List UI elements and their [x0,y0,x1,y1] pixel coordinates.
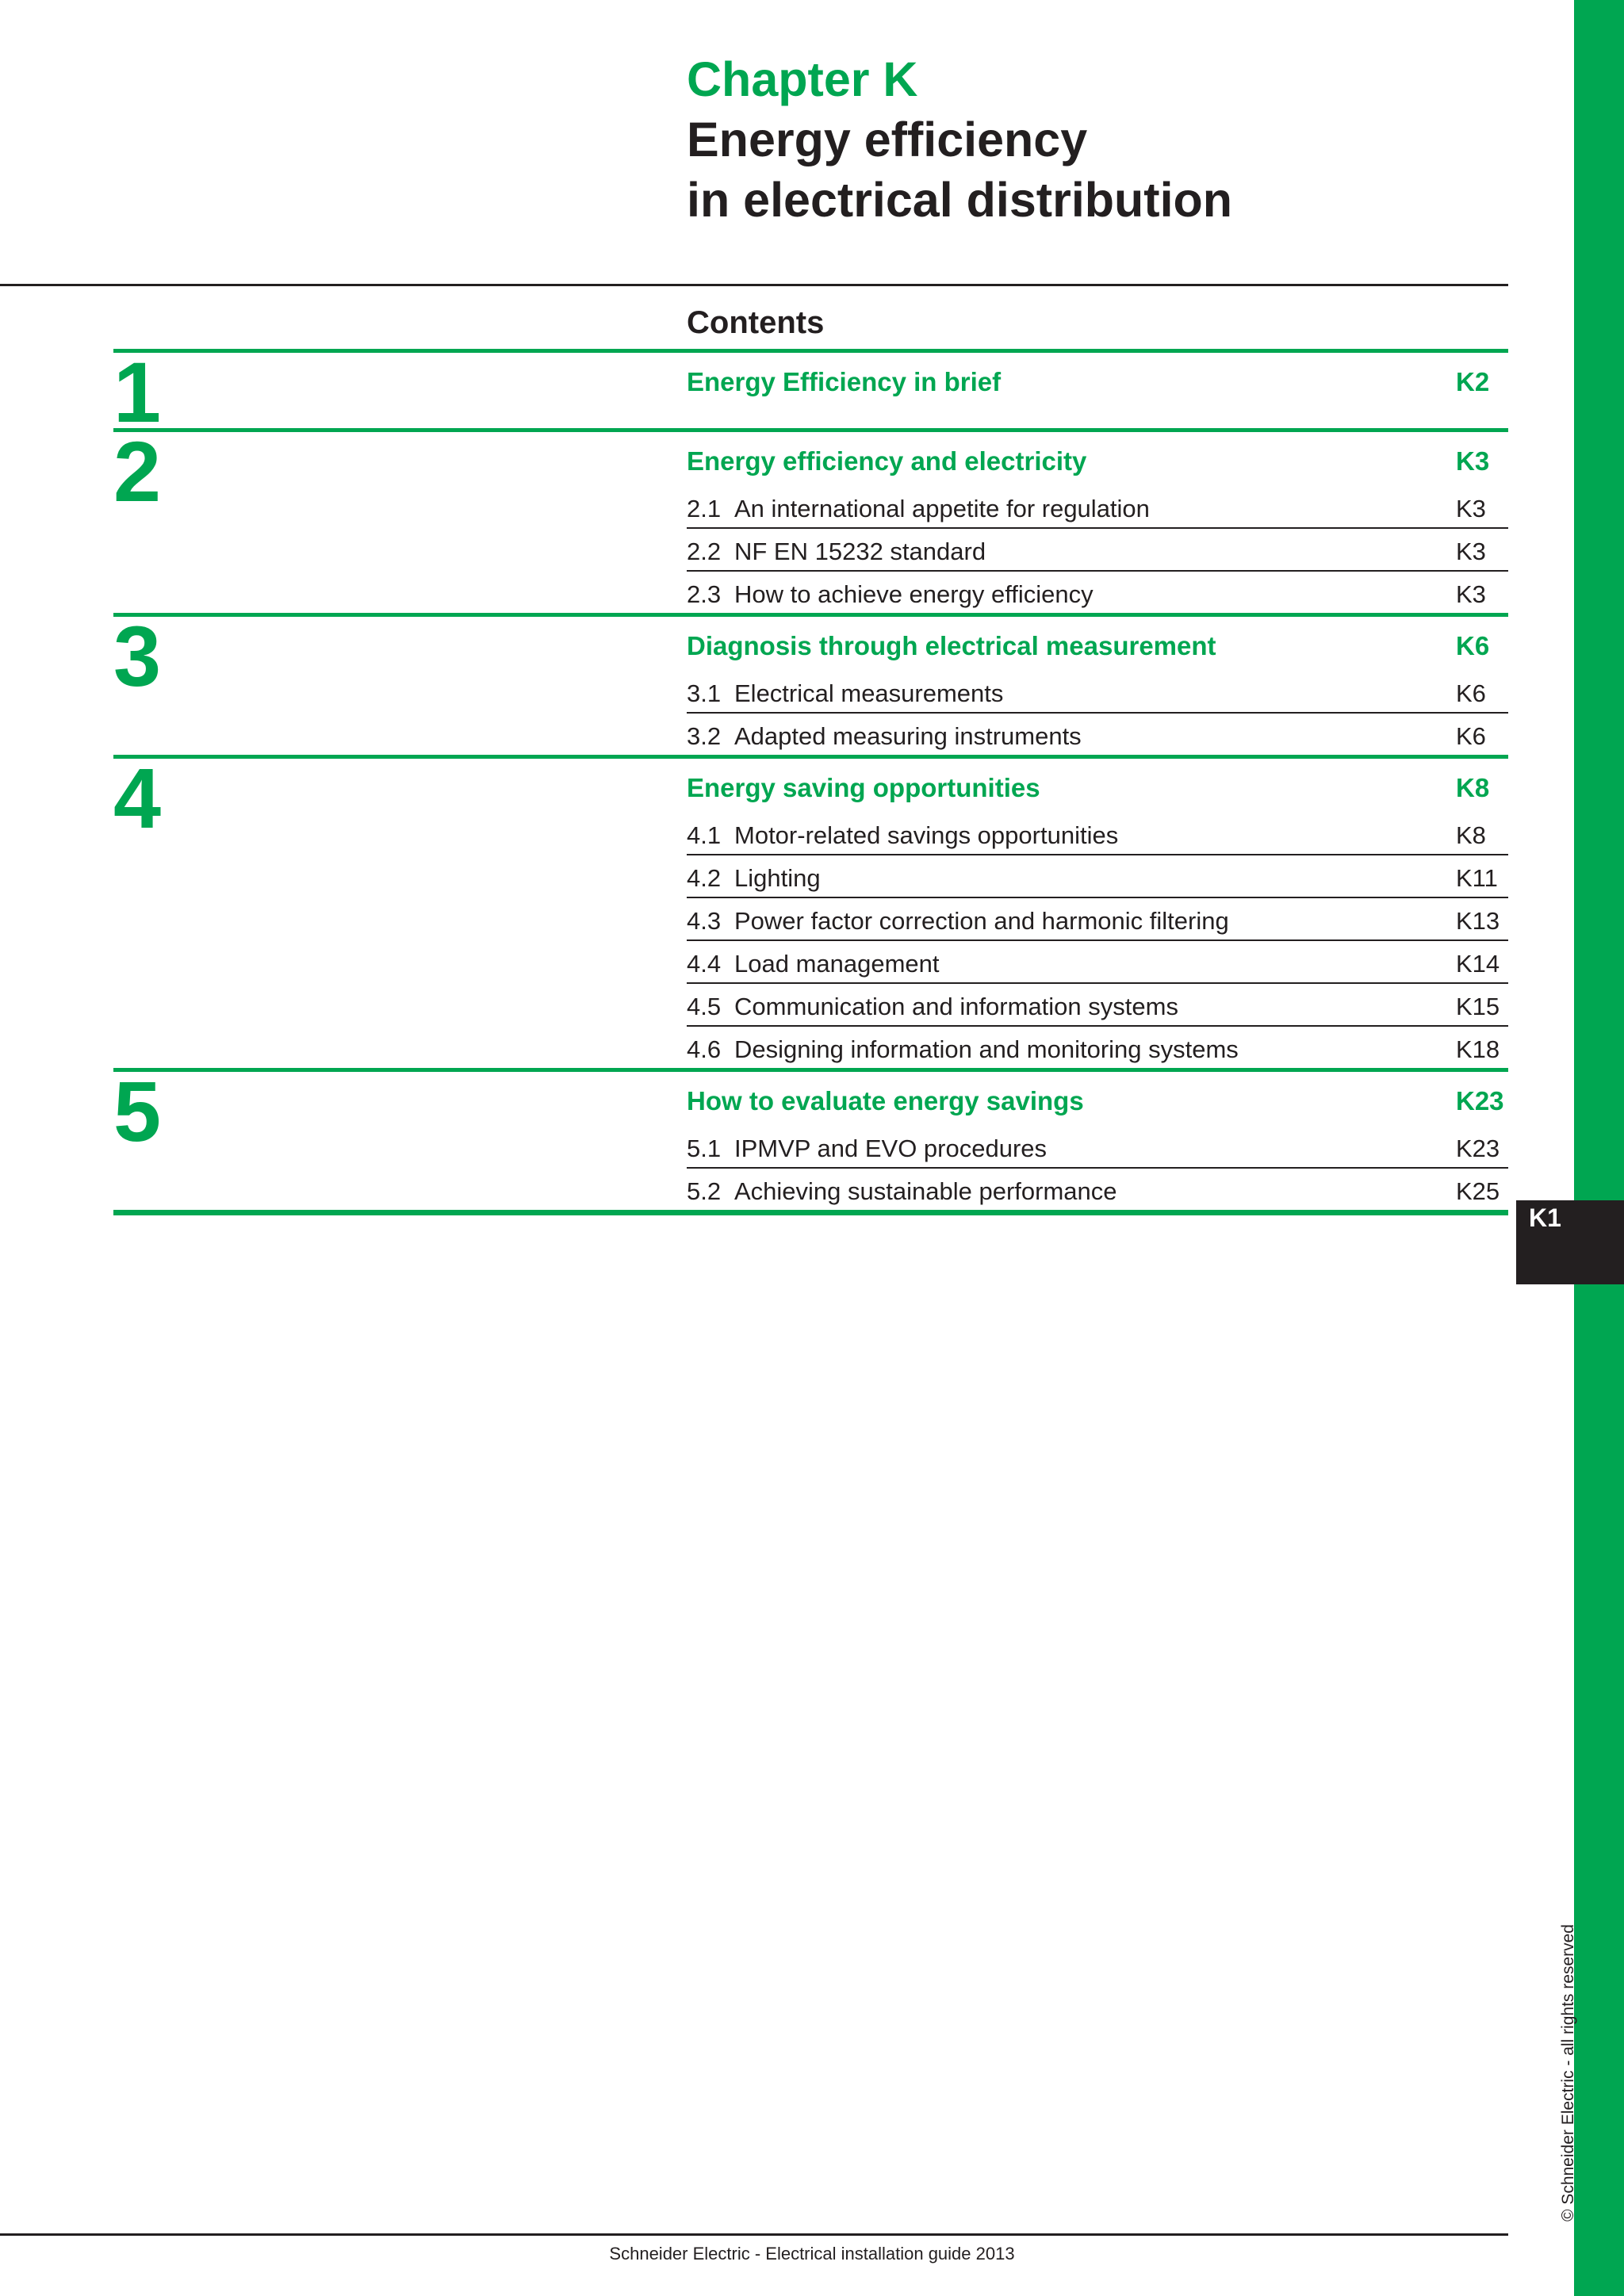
entry-page: K25 [1456,1177,1500,1205]
entry-page: K3 [1456,495,1486,522]
section-number: 2 [113,423,162,519]
chapter-title-line-2: in electrical distribution [687,173,1233,227]
section-title: Energy efficiency and electricity [687,446,1087,476]
toc-entry[interactable] [687,897,1508,939]
section-heading[interactable] [687,353,1508,428]
entry-number: 2.1 [687,495,722,522]
page-number-tab [1516,1200,1624,1284]
entry-title: Motor-related savings opportunities [734,821,1119,849]
entry-title: Adapted measuring instruments [734,722,1082,750]
entry-number: 3.2 [687,722,722,750]
side-accent-bar [1574,0,1624,2296]
entry-page: K11 [1456,864,1498,892]
entry-page: K6 [1456,722,1486,750]
entry-page: K18 [1456,1035,1500,1063]
entry-page: K13 [1456,907,1500,935]
toc-entry[interactable] [687,854,1508,897]
section-number: 5 [113,1063,162,1159]
toc-entry[interactable] [687,1025,1508,1068]
section-heading[interactable] [687,432,1508,486]
entry-page: K15 [1456,993,1500,1020]
section-page: K23 [1456,1086,1504,1115]
toc-section-1 [113,344,1508,440]
entry-title: Lighting [734,864,821,892]
section-number: 4 [113,750,162,846]
entry-number: 4.3 [687,907,722,935]
chapter-heading [687,49,1232,230]
section-title: Energy saving opportunities [687,773,1040,802]
toc-section-3 [113,608,1508,755]
contents-title: Contents [687,305,825,340]
entry-page: K3 [1456,538,1486,565]
toc-entry[interactable] [687,486,1508,527]
section-page: K3 [1456,446,1490,476]
entry-page: K6 [1456,679,1486,707]
chapter-label: Chapter K [687,52,918,106]
entry-title: Load management [734,950,940,978]
toc-section-5 [113,1063,1508,1215]
entry-page: K23 [1456,1135,1500,1162]
toc-entry[interactable] [687,1167,1508,1210]
entry-number: 2.3 [687,580,722,608]
toc-entry[interactable] [687,939,1508,982]
entry-number: 3.1 [687,679,722,707]
section-title: Energy Efficiency in brief [687,367,1002,396]
toc-entry[interactable] [687,813,1508,854]
section-number: 1 [113,344,162,440]
entry-title: Power factor correction and harmonic filtering [734,907,1229,935]
entry-number: 4.4 [687,950,722,978]
entry-number: 5.1 [687,1135,722,1162]
entry-title: IPMVP and EVO procedures [734,1135,1048,1162]
toc-section-2 [113,423,1508,613]
chapter-title-line-1: Energy efficiency [687,113,1088,166]
section-heading[interactable] [687,617,1508,671]
entry-page: K14 [1456,950,1500,978]
header-divider [0,284,1508,286]
entry-page: K8 [1456,821,1486,849]
toc-entry[interactable] [687,712,1508,755]
entry-title: Communication and information systems [734,993,1178,1020]
section-number: 3 [113,608,162,704]
toc-entry[interactable] [687,570,1508,613]
page-footer: Schneider Electric - Electrical installation guide 2013 [609,2244,1015,2263]
entry-title: NF EN 15232 standard [734,538,986,565]
section-page: K6 [1456,631,1490,660]
toc-section-4 [113,750,1508,1068]
section-page: K8 [1456,773,1490,802]
section-heading[interactable] [687,1072,1508,1126]
entry-title: Designing information and monitoring systems [734,1035,1239,1063]
table-of-contents [113,344,1508,1215]
entry-title: Achieving sustainable performance [734,1177,1117,1205]
entry-page: K3 [1456,580,1486,608]
entry-number: 2.2 [687,538,722,565]
entry-title: How to achieve energy efficiency [734,580,1094,608]
entry-title: Electrical measurements [734,679,1004,707]
toc-entry[interactable] [687,982,1508,1025]
section-title: How to evaluate energy savings [687,1086,1084,1115]
entry-number: 4.6 [687,1035,722,1063]
page-number: K1 [1529,1203,1561,1232]
copyright-notice: © Schneider Electric - all rights reserved [1559,1924,1577,2221]
toc-entry[interactable] [687,671,1508,712]
entry-number: 4.5 [687,993,722,1020]
entry-number: 4.2 [687,864,722,892]
section-page: K2 [1456,367,1490,396]
footer-divider [0,2233,1508,2236]
section-title: Diagnosis through electrical measurement [687,631,1216,660]
toc-entry[interactable] [687,1126,1508,1167]
entry-number: 5.2 [687,1177,722,1205]
toc-entry[interactable] [687,527,1508,570]
entry-number: 4.1 [687,821,722,849]
entry-title: An international appetite for regulation [734,495,1150,522]
section-heading[interactable] [687,759,1508,813]
